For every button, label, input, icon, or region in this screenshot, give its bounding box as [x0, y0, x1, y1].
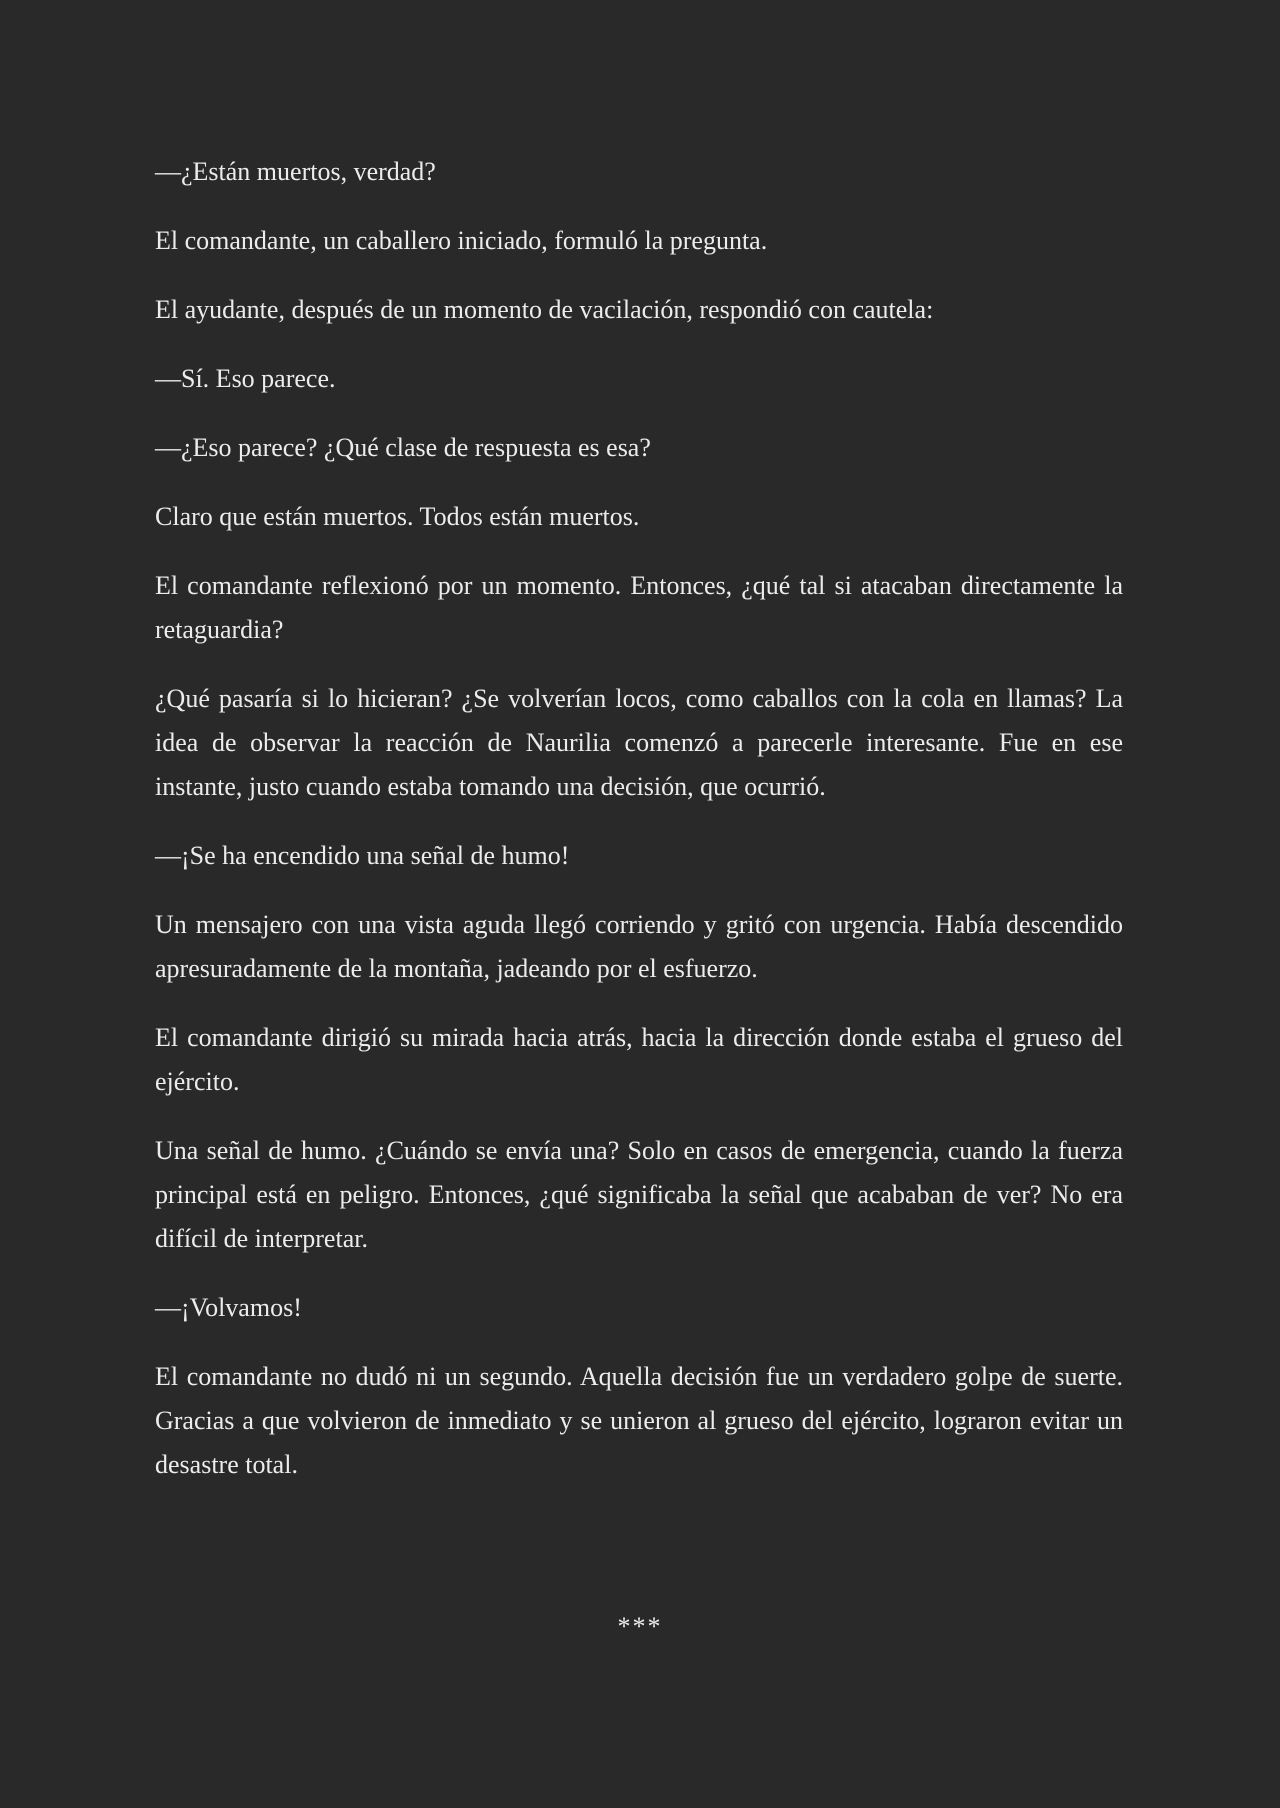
paragraph: —¡Se ha encendido una señal de humo!: [155, 841, 570, 870]
paragraph: —¡Volvamos!: [155, 1293, 302, 1322]
paragraph: El comandante reflexionó por un momento. Entonces, ¿qué tal si atacaban directamente la retaguardia?: [155, 571, 1123, 644]
paragraph: El comandante dirigió su mirada hacia atrás, hacia la dirección donde estaba el grueso del ejército.: [155, 1023, 1123, 1096]
paragraph: El comandante no dudó ni un segundo. Aquella decisión fue un verdadero golpe de suerte. Gracias a que volvieron de inmediato y se unieron al grueso del ejército, lograron evitar un desastre total.: [155, 1362, 1123, 1479]
paragraph: —Sí. Eso parece.: [155, 364, 336, 393]
chapter-text: [155, 150, 1123, 1512]
scene-separator: ***: [617, 1612, 663, 1641]
paragraph: Un mensajero con una vista aguda llegó corriendo y gritó con urgencia. Había descendido apresuradamente de la montaña, jadeando por el esfuerzo.: [155, 910, 1123, 983]
paragraph: El ayudante, después de un momento de vacilación, respondió con cautela:: [155, 295, 934, 324]
paragraph: ¿Qué pasaría si lo hicieran? ¿Se volverían locos, como caballos con la cola en llamas? La idea de observar la reacción de Naurilia comenzó a parecerle interesante. Fue en ese instante, justo cuando estaba tomando una decisión, que ocurrió.: [155, 684, 1123, 801]
paragraph: El comandante, un caballero iniciado, formuló la pregunta.: [155, 226, 768, 255]
paragraph: Una señal de humo. ¿Cuándo se envía una? Solo en casos de emergencia, cuando la fuerza principal está en peligro. Entonces, ¿qué significaba la señal que acababan de ver? No era difícil de interpretar.: [155, 1136, 1123, 1253]
paragraph: Claro que están muertos. Todos están muertos.: [155, 502, 640, 531]
paragraph: —¿Están muertos, verdad?: [155, 157, 436, 186]
paragraph: —¿Eso parece? ¿Qué clase de respuesta es esa?: [155, 433, 651, 462]
